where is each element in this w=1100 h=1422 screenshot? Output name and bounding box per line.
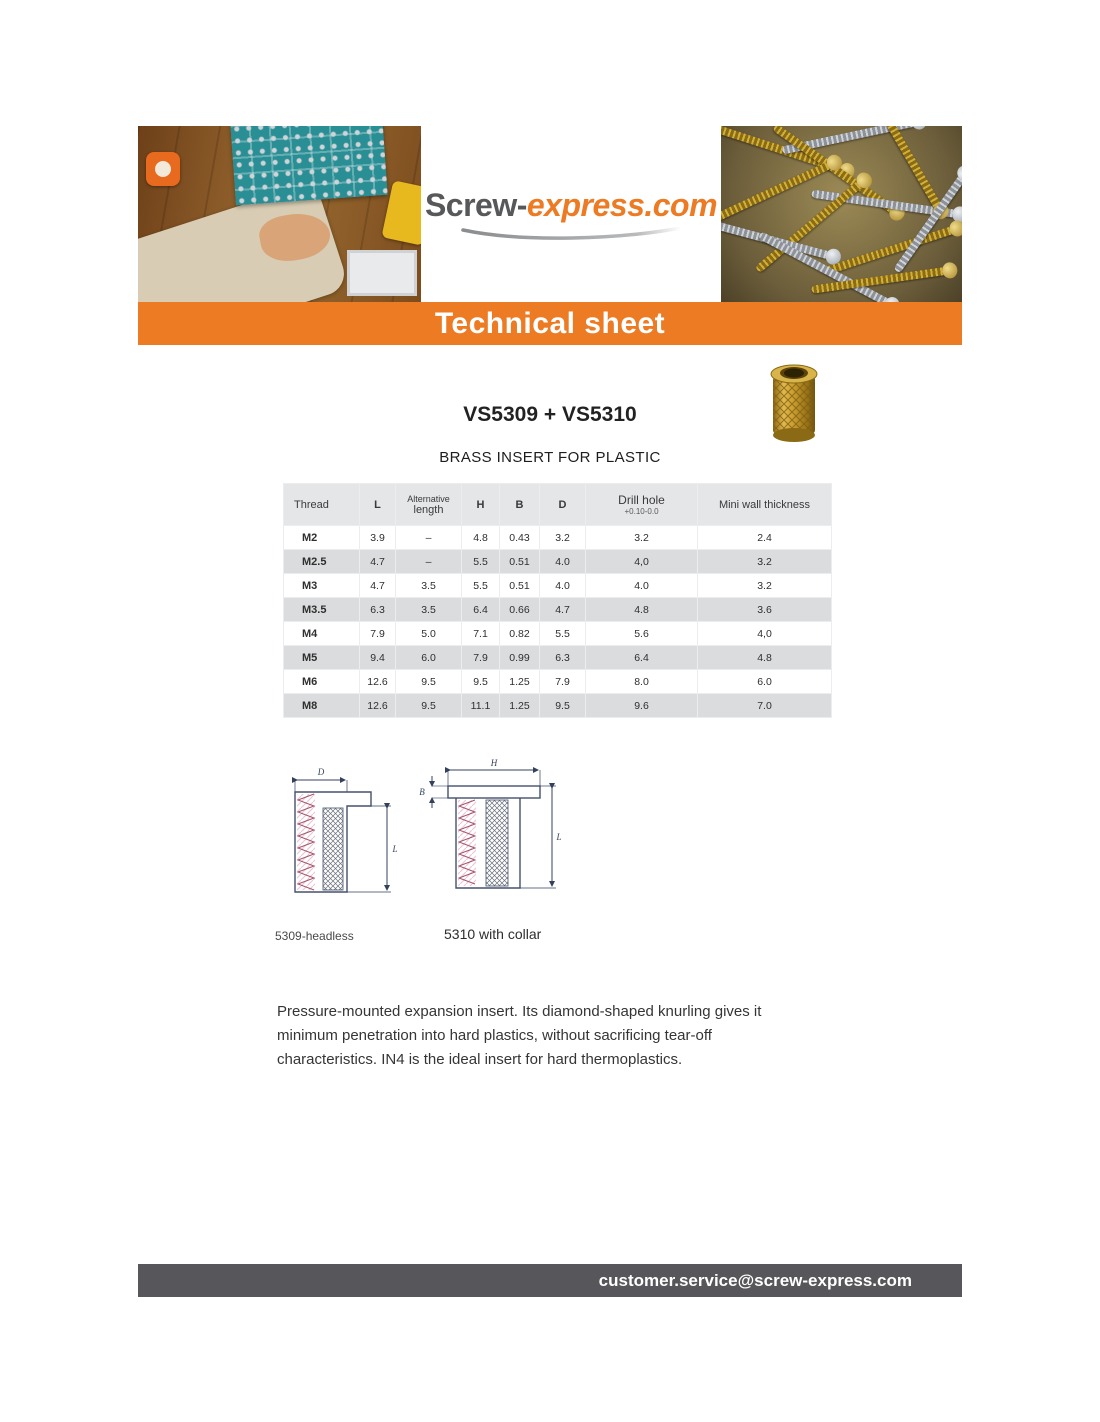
table-cell: 3.2 (698, 550, 832, 574)
col-mini-wall-thickness: Mini wall thickness (698, 484, 832, 526)
table-cell: 9.5 (396, 694, 462, 718)
table-header-row (284, 484, 832, 526)
table-cell: 6.0 (396, 646, 462, 670)
dim-l-label: L (392, 844, 398, 854)
table-cell: 4,0 (698, 622, 832, 646)
drawing-5309-headless (283, 766, 403, 904)
drawing-5310-with-collar (412, 758, 564, 906)
col-alternative-line2: length (413, 503, 444, 516)
table-cell: 3.6 (698, 598, 832, 622)
footer-email: customer.service@screw-express.com (598, 1271, 912, 1290)
table-cell: 4.0 (586, 574, 698, 598)
table-cell: 9.5 (540, 694, 586, 718)
table-cell: 11.1 (462, 694, 500, 718)
technical-sheet-title: Technical sheet (434, 307, 666, 340)
table-cell: 6.4 (462, 598, 500, 622)
table-cell: 7.9 (360, 622, 396, 646)
table-cell: 3.5 (396, 574, 462, 598)
table-cell: M5 (284, 646, 360, 670)
product-title: VS5309 + VS5310 (463, 403, 637, 426)
table-cell: 4.0 (540, 574, 586, 598)
table-cell: 3.9 (360, 526, 396, 550)
col-drill-line2: +0.10-0.0 (624, 507, 659, 516)
logo-prefix: Screw- (424, 186, 527, 223)
table-cell: 3.5 (396, 598, 462, 622)
logo-suffix: express.com (526, 186, 718, 223)
table-cell: 4.8 (462, 526, 500, 550)
table-cell: 5.5 (462, 550, 500, 574)
table-cell: 7.9 (540, 670, 586, 694)
col-alternative-line1: Alternative (407, 493, 450, 504)
table-cell: 7.9 (462, 646, 500, 670)
table-cell: – (396, 550, 462, 574)
table-cell: 4.0 (540, 550, 586, 574)
table-cell: 0.51 (500, 574, 540, 598)
table-cell: 7.1 (462, 622, 500, 646)
table-cell: 1.25 (500, 670, 540, 694)
spec-table (283, 483, 832, 718)
table-row (284, 526, 832, 550)
table-cell: 6.0 (698, 670, 832, 694)
col-h: H (462, 484, 500, 526)
drawing-label-5310: 5310 with collar (444, 926, 542, 942)
col-l: L (360, 484, 396, 526)
table-cell: M2.5 (284, 550, 360, 574)
table-cell: M3 (284, 574, 360, 598)
table-cell: 2.4 (698, 526, 832, 550)
table-cell: 6.3 (540, 646, 586, 670)
brass-insert-photo (756, 356, 832, 446)
table-cell: 7.0 (698, 694, 832, 718)
col-drill-line1: Drill hole (618, 493, 665, 507)
tape-measure (146, 152, 180, 186)
col-drill-hole (586, 484, 698, 526)
table-row (284, 646, 832, 670)
table-cell: 1.25 (500, 694, 540, 718)
table-cell: 4.7 (540, 598, 586, 622)
col-d: D (540, 484, 586, 526)
table-cell: 4.7 (360, 574, 396, 598)
table-cell: 5.5 (540, 622, 586, 646)
table-cell: 5.5 (462, 574, 500, 598)
table-cell: 0.51 (500, 550, 540, 574)
table-row (284, 598, 832, 622)
col-b: B (500, 484, 540, 526)
workbench-photo (138, 126, 421, 302)
table-cell: 9.4 (360, 646, 396, 670)
table-cell: 3.2 (698, 574, 832, 598)
dim-b-label: B (419, 787, 425, 797)
table-cell: 3.2 (586, 526, 698, 550)
table-cell: 0.43 (500, 526, 540, 550)
table-row (284, 574, 832, 598)
table-cell: 0.82 (500, 622, 540, 646)
table-row (284, 694, 832, 718)
table-cell: 9.5 (462, 670, 500, 694)
logo-text (425, 187, 717, 224)
table-cell: 4.8 (698, 646, 832, 670)
table-cell: M3.5 (284, 598, 360, 622)
table-cell: M2 (284, 526, 360, 550)
parts-tray (347, 250, 417, 296)
header-banner (138, 126, 962, 302)
table-cell: 9.6 (586, 694, 698, 718)
product-subtitle: BRASS INSERT FOR PLASTIC (439, 449, 661, 466)
dim-l-label: L (556, 832, 562, 842)
table-row (284, 550, 832, 574)
table-cell: 4.8 (586, 598, 698, 622)
table-cell: 6.4 (586, 646, 698, 670)
table-cell: M4 (284, 622, 360, 646)
logo-swoosh-icon (455, 226, 687, 242)
table-cell: 12.6 (360, 694, 396, 718)
table-cell: 3.2 (540, 526, 586, 550)
table-cell: M6 (284, 670, 360, 694)
table-cell: 0.99 (500, 646, 540, 670)
table-cell: – (396, 526, 462, 550)
drawing-label-5309: 5309-headless (275, 929, 354, 943)
footer (138, 1264, 962, 1297)
table-cell: 0.66 (500, 598, 540, 622)
screws-photo (721, 126, 962, 302)
table-row (284, 670, 832, 694)
table-cell: 8.0 (586, 670, 698, 694)
table-cell: M8 (284, 694, 360, 718)
technical-sheet-banner (138, 302, 962, 345)
product-description: Pressure-mounted expansion insert. Its diamond-shaped knurling gives it minimum penetration into hard plastics, without sacrificing tear-off characteristics. IN4 is the ideal insert for hard thermoplastics. (277, 1003, 762, 1068)
table-cell: 4,0 (586, 550, 698, 574)
spec-table-body (284, 526, 832, 718)
col-alternative-length (396, 484, 462, 526)
table-cell: 5.0 (396, 622, 462, 646)
table-cell: 6.3 (360, 598, 396, 622)
table-cell: 5.6 (586, 622, 698, 646)
table-row (284, 622, 832, 646)
organizer-box (230, 126, 387, 205)
dim-h-label: H (490, 758, 498, 768)
dim-d-label: D (317, 767, 325, 777)
table-cell: 9.5 (396, 670, 462, 694)
col-thread: Thread (284, 484, 360, 526)
table-cell: 12.6 (360, 670, 396, 694)
logo (421, 126, 721, 302)
table-cell: 4.7 (360, 550, 396, 574)
